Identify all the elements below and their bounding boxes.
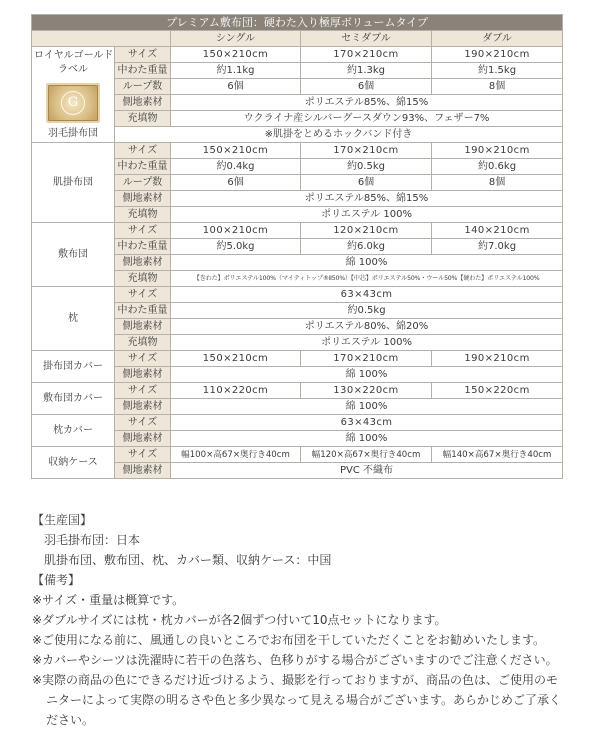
table-row <box>32 351 563 367</box>
cell-value: 幅140×高67×奥行き40cm <box>432 447 563 463</box>
table-row <box>32 287 563 303</box>
row-label: 側地素材 <box>115 431 171 447</box>
row-label: 充填物 <box>115 207 171 223</box>
cell-value: ポリエステル85%、綿15% <box>171 95 563 111</box>
category-shikibuton: 敷布団 <box>32 223 115 287</box>
remark-item: ※実際の商品の色にできるだけ近づけるよう、撮影を行っておりますが、商品の色は、ご使用のモニターによって実際の明るさや色と多少異なって見える場合がございます。あらかじめご了承ください。 <box>32 673 562 727</box>
cell-value: 幅120×高67×奥行き40cm <box>301 447 432 463</box>
row-label: サイズ <box>115 143 171 159</box>
cell-value: 150×210cm <box>171 351 301 367</box>
cell-value: 63×43cm <box>171 415 563 431</box>
cell-value: 100×210cm <box>171 223 301 239</box>
row-label: サイズ <box>115 447 171 463</box>
row-label: 中わた重量 <box>115 63 171 79</box>
cell-value: 6個 <box>171 175 301 191</box>
table-row <box>32 223 563 239</box>
royal-gold-label-badge <box>46 83 100 123</box>
origin-line: 肌掛布団、敷布団、枕、カバー類、収納ケース：中国 <box>44 553 332 567</box>
cell-value: ポリエステル80%、綿20% <box>171 319 563 335</box>
origin-line: 羽毛掛布団：日本 <box>44 533 141 547</box>
cell-value: PVC 不織布 <box>171 463 563 479</box>
category-storage-case: 収納ケース <box>32 447 115 479</box>
cell-value: 約0.5kg <box>301 159 432 175</box>
column-header-semidouble: セミダブル <box>301 31 432 47</box>
cell-value: 63×43cm <box>171 287 563 303</box>
cell-value: 約1.3kg <box>301 63 432 79</box>
cell-value: 8個 <box>432 79 563 95</box>
cell-value: 140×210cm <box>432 223 563 239</box>
cell-value: 190×210cm <box>432 47 563 63</box>
row-label: サイズ <box>115 415 171 431</box>
cell-value: 約7.0kg <box>432 239 563 255</box>
table-title-row <box>32 15 563 31</box>
row-label: 中わた重量 <box>115 159 171 175</box>
badge-emblem: G <box>61 91 85 115</box>
remark-item: ※ダブルサイズには枕・枕カバーが各2個ずつ付いて10点セットになります。 <box>32 613 447 627</box>
row-label: 中わた重量 <box>115 303 171 319</box>
cell-value: 190×210cm <box>432 143 563 159</box>
table-row <box>32 447 563 463</box>
remarks-heading: 【備考】 <box>32 573 81 587</box>
category-hadagake: 肌掛布団 <box>32 143 115 223</box>
cell-value: 綿 100% <box>171 399 563 415</box>
royal-note: ※肌掛をとめるホックバンド付き <box>115 127 563 143</box>
cell-value: 170×210cm <box>301 47 432 63</box>
cell-value: ポリエステル 100% <box>171 335 563 351</box>
table-row <box>32 415 563 431</box>
table-title: プレミアム敷布団：硬わた入り極厚ボリュームタイプ <box>32 15 563 31</box>
row-label: 側地素材 <box>115 191 171 207</box>
cell-value: 6個 <box>301 79 432 95</box>
cell-value: 約5.0kg <box>171 239 301 255</box>
cell-value: 幅100×高67×奥行き40cm <box>171 447 301 463</box>
row-label: サイズ <box>115 351 171 367</box>
cell-value: 110×220cm <box>171 383 301 399</box>
row-label: 側地素材 <box>115 255 171 271</box>
cell-value: 約0.6kg <box>432 159 563 175</box>
category-name-line2: ラベル <box>58 63 88 75</box>
cell-value: 6個 <box>301 175 432 191</box>
row-label: 側地素材 <box>115 399 171 415</box>
cell-value: 綿 100% <box>171 255 563 271</box>
cell-value: 170×210cm <box>301 351 432 367</box>
remark-item: ※ご使用になる前に、風通しの良いところでお布団を干していただくことをお勧めいたします。 <box>32 633 545 647</box>
category-name-line3: 羽毛掛布団 <box>48 127 98 139</box>
spec-table <box>31 14 563 479</box>
row-label: サイズ <box>115 47 171 63</box>
category-shiki-cover: 敷布団カバー <box>32 383 115 415</box>
cell-value: 約0.4kg <box>171 159 301 175</box>
row-label: 側地素材 <box>115 367 171 383</box>
table-row <box>32 383 563 399</box>
cell-value: 約6.0kg <box>301 239 432 255</box>
row-label: ループ数 <box>115 175 171 191</box>
row-label: 側地素材 <box>115 95 171 111</box>
cell-value: 8個 <box>432 175 563 191</box>
row-label: 充填物 <box>115 271 171 287</box>
cell-value: 約0.5kg <box>171 303 563 319</box>
column-header-single: シングル <box>171 31 301 47</box>
row-label: 中わた重量 <box>115 239 171 255</box>
header-blank <box>32 31 171 47</box>
row-label: 充填物 <box>115 111 171 127</box>
cell-value: ポリエステル 100% <box>171 207 563 223</box>
cell-value: 170×210cm <box>301 143 432 159</box>
cell-value: ウクライナ産シルバーグースダウン93%、フェザー7% <box>171 111 563 127</box>
row-label: 側地素材 <box>115 463 171 479</box>
category-royal-gold <box>32 47 115 143</box>
cell-value: 190×210cm <box>432 351 563 367</box>
column-header-row <box>32 31 563 47</box>
cell-value: 約1.1kg <box>171 63 301 79</box>
row-label: 側地素材 <box>115 319 171 335</box>
row-label: サイズ <box>115 287 171 303</box>
cell-value: 【巻わた】ポリエステル100%（マイティトップ®Ⅱ50%）【中芯】ポリエステル50%・ウール50%【硬わた】ポリエステル100% <box>171 271 563 287</box>
column-header-double: ダブル <box>432 31 563 47</box>
cell-value: 綿 100% <box>171 431 563 447</box>
category-kake-cover: 掛布団カバー <box>32 351 115 383</box>
table-row <box>32 47 563 63</box>
cell-value: 6個 <box>171 79 301 95</box>
row-label: ループ数 <box>115 79 171 95</box>
cell-value: 綿 100% <box>171 367 563 383</box>
row-label: サイズ <box>115 223 171 239</box>
cell-value: 約1.5kg <box>432 63 563 79</box>
category-name-line1: ロイヤルゴールド <box>34 49 114 61</box>
cell-value: 130×220cm <box>301 383 432 399</box>
remark-item: ※サイズ・重量は概算です。 <box>32 593 185 607</box>
row-label: 充填物 <box>115 335 171 351</box>
cell-value: 150×210cm <box>171 47 301 63</box>
cell-value: 150×210cm <box>171 143 301 159</box>
row-label: サイズ <box>115 383 171 399</box>
category-makura: 枕 <box>32 287 115 351</box>
cell-value: 120×210cm <box>301 223 432 239</box>
notes-section <box>32 510 572 730</box>
remark-item: ※カバーやシーツは洗濯時に若干の色落ち、色移りがする場合がございますのでご注意ください。 <box>32 653 558 667</box>
origin-heading: 【生産国】 <box>32 513 93 527</box>
cell-value: 150×220cm <box>432 383 563 399</box>
category-makura-cover: 枕カバー <box>32 415 115 447</box>
table-row <box>32 143 563 159</box>
cell-value: ポリエステル85%、綿15% <box>171 191 563 207</box>
